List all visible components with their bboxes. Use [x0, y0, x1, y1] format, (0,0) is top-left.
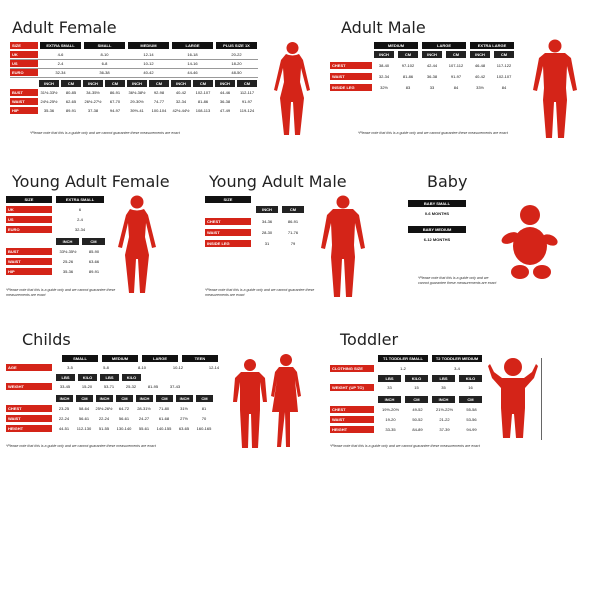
af-size-cell: 14-16 [187, 61, 198, 66]
am-measure-cell: 42-44 [426, 63, 438, 68]
baby-size-small: BABY SMALL [408, 200, 466, 207]
ch-measure-cell: 22-24 [98, 416, 110, 421]
ch-measure-cell: 58-64 [78, 406, 90, 411]
am-unit-cell: INCH [470, 51, 490, 58]
yaf-measure-label: HIP [6, 268, 52, 275]
young-adult-male-figure [318, 193, 368, 301]
ch-weight-unit: KILO [78, 374, 97, 381]
af-unit-cell: CM [105, 80, 125, 87]
af-measure-label: WAIST [10, 98, 38, 105]
young-adult-female-note: *Please note that this is a guide only and we cannot guarantee these measurements are exact [6, 288, 116, 297]
yaf-measure-label: WAIST [6, 258, 52, 265]
td-weight-unit: KILO [405, 375, 428, 382]
ch-measure-cell: 25½-26½ [95, 406, 113, 411]
am-unit-cell: INCH [374, 51, 394, 58]
af-measure-cell: 67-70 [109, 99, 121, 104]
yaf-measure-label: BUST [6, 248, 52, 255]
td-measure-cell: 21-22 [439, 417, 450, 422]
ch-measure-cell: 24-27 [138, 416, 150, 421]
ch-unit-cell: INCH [96, 395, 113, 402]
yaf-size-cell: 32-34 [74, 227, 86, 232]
male-silhouette-icon [318, 193, 368, 301]
af-measure-cell: 108-113 [195, 108, 211, 113]
td-measure-cell: 37-39 [439, 427, 450, 432]
af-measure-cell: 24½-25½ [40, 99, 58, 104]
adult-female-title: Adult Female [12, 18, 117, 37]
am-measure-cell: 40-42 [474, 74, 486, 79]
yaf-measure-cell: 33½-35½ [59, 249, 77, 254]
af-measure-cell: 81-86 [197, 99, 209, 104]
td-measure-cell: 33-35 [385, 427, 396, 432]
young-adult-female-title: Young Adult Female [12, 172, 170, 191]
af-measure-cell: 32-34 [175, 99, 187, 104]
yaf-size-label: EURO [6, 226, 52, 233]
am-unit-cell: CM [494, 51, 514, 58]
af-measure-cell: 31½-33½ [40, 90, 58, 95]
af-row-divider [10, 77, 258, 78]
yaf-size-cell: 6 [78, 207, 82, 212]
af-header-cell: LARGE [172, 42, 213, 49]
af-size-cell: 16-18 [187, 52, 198, 57]
yam-measure-label: CHEST [205, 218, 251, 225]
am-measure-cell: 46-48 [474, 63, 486, 68]
ch-measure-cell: 28-31½ [137, 406, 151, 411]
am-measure-cell: 84 [501, 85, 507, 90]
adult-male-title: Adult Male [341, 18, 426, 37]
am-unit-cell: CM [446, 51, 466, 58]
af-measure-cell: 62-65 [65, 99, 77, 104]
adult-male-note: *Please note that this is a guide only and we cannot guarantee these measurements are exact [358, 131, 508, 135]
af-measure-cell: 74-77 [153, 99, 165, 104]
am-measure-cell: 36-38 [426, 74, 438, 79]
yaf-unit-cell: INCH [56, 238, 79, 245]
af-size-cell: 6-8 [101, 61, 108, 66]
ch-weight-cell: 37-43 [169, 384, 181, 389]
af-header-cell: MEDIUM [128, 42, 169, 49]
td-measure-cell: 19½-20½ [382, 407, 399, 412]
ch-age-cell: 10-12 [172, 365, 184, 370]
af-size-cell: 48-50 [231, 70, 242, 75]
td-weight-cell: 35 [441, 385, 446, 390]
ch-unit-cell: CM [156, 395, 173, 402]
yaf-size-label: US [6, 216, 52, 223]
td-unit-cell: INCH [378, 396, 401, 403]
td-clothing-cell: 3-4 [454, 366, 460, 371]
af-measure-cell: 100-104 [151, 108, 167, 113]
af-measure-cell: 40-42 [175, 90, 187, 95]
af-unit-cell: CM [61, 80, 81, 87]
am-unit-cell: CM [398, 51, 418, 58]
af-unit-cell: INCH [215, 80, 235, 87]
ch-measure-label: HEIGHT [6, 425, 52, 432]
ch-header-cell: MEDIUM [102, 355, 138, 362]
af-measure-cell: 91-97 [241, 99, 253, 104]
af-size-cell: 32-34 [55, 70, 66, 75]
af-unit-cell: INCH [171, 80, 191, 87]
ch-weight-unit: KILO [122, 374, 141, 381]
af-unit-cell: CM [237, 80, 257, 87]
af-measure-cell: 80-85 [65, 90, 77, 95]
af-unit-cell: CM [149, 80, 169, 87]
yaf-measure-cell: 35-36 [62, 269, 74, 274]
ch-measure-cell: 56-61 [118, 416, 130, 421]
ch-weight-label: WEIGHT [6, 383, 52, 390]
yaf-measure-cell: 89-91 [88, 269, 100, 274]
af-unit-cell: INCH [127, 80, 147, 87]
am-measure-cell: 117-122 [496, 63, 512, 68]
ch-weight-cell: 81-95 [147, 384, 159, 389]
yam-measure-cell: 79 [290, 241, 296, 246]
ch-measure-cell: 27½ [180, 416, 188, 421]
female-silhouette-icon [112, 193, 162, 298]
af-measure-cell: 42½-44½ [172, 108, 190, 113]
am-measure-cell: 33½ [476, 85, 484, 90]
am-header-cell: EXTRA LARGE [470, 42, 514, 49]
am-measure-cell: 97-102 [401, 63, 415, 68]
am-measure-cell: 38-40 [378, 63, 390, 68]
yam-measure-cell: 86-91 [287, 219, 299, 224]
ch-age-cell: 3-5 [67, 365, 73, 370]
toddler-figure [488, 356, 538, 441]
yam-measure-cell: 34-36 [261, 219, 273, 224]
baby-silhouette-icon [500, 202, 560, 282]
am-measure-cell: 32-34 [378, 74, 390, 79]
childs-title: Childs [22, 330, 71, 349]
yam-unit-cell: CM [282, 206, 304, 213]
af-measure-cell: 44-46 [219, 90, 231, 95]
td-clothing-cell: 1-2 [400, 366, 406, 371]
af-size-label: US [10, 60, 38, 67]
yaf-measure-cell: 63-66 [88, 259, 100, 264]
baby-note: *Please note that this is a guide only and we cannot guarantee these measurements are exact [418, 276, 497, 285]
ch-measure-cell: 112-130 [76, 426, 92, 431]
am-measure-cell: 33 [429, 85, 435, 90]
ch-age-cell: 12-14 [208, 365, 220, 370]
af-size-cell: 44-46 [187, 70, 198, 75]
ch-measure-label: CHEST [6, 405, 52, 412]
td-measure-cell: 50-52 [412, 417, 423, 422]
td-unit-cell: CM [405, 396, 428, 403]
girl-figure [268, 352, 304, 450]
td-measure-cell: 94-99 [466, 427, 477, 432]
td-weight-label: WEIGHT (UP TO) [330, 384, 374, 391]
adult-male-figure [530, 38, 580, 140]
baby-size-medium: BABY MEDIUM [408, 226, 466, 233]
ch-weight-unit: LBS [56, 374, 75, 381]
af-measure-cell: 47-49 [219, 108, 231, 113]
td-weight-unit: LBS [432, 375, 455, 382]
ch-measure-cell: 22-24 [58, 416, 70, 421]
af-size-cell: 8-10 [100, 52, 109, 57]
adult-female-note: *Please note that this is a guide only and we cannot guarantee these measurements are exact [30, 131, 180, 135]
ch-unit-cell: CM [196, 395, 213, 402]
af-measure-cell: 89-91 [65, 108, 77, 113]
ch-unit-cell: CM [116, 395, 133, 402]
af-unit-cell: INCH [83, 80, 103, 87]
adult-female-figure [270, 40, 315, 140]
ch-measure-cell: 81 [201, 406, 207, 411]
ch-unit-cell: INCH [56, 395, 73, 402]
boy-silhouette-icon [232, 358, 268, 450]
young-adult-female-figure [112, 193, 162, 298]
childs-note: *Please note that this is a guide only and we cannot guarantee these measurements are exact [6, 444, 156, 448]
af-header-cell: SIZE [10, 42, 38, 49]
ch-weight-cell: 15-20 [81, 384, 93, 389]
af-size-cell: 12-14 [143, 52, 154, 57]
ch-measure-cell: 160-165 [196, 426, 212, 431]
yam-measure-label: WAIST [205, 229, 251, 236]
af-measure-cell: 92-98 [153, 90, 165, 95]
am-measure-label: WAIST [330, 73, 372, 80]
af-size-cell: 40-42 [143, 70, 154, 75]
am-measure-cell: 32½ [380, 85, 388, 90]
ch-age-cell: 5-8 [103, 365, 109, 370]
yam-unit-cell: INCH [256, 206, 278, 213]
ch-measure-cell: 56-61 [78, 416, 90, 421]
td-weight-cell: 33 [387, 385, 392, 390]
af-measure-cell: 35-36 [43, 108, 55, 113]
am-measure-cell: 102-107 [496, 74, 512, 79]
ch-unit-cell: INCH [176, 395, 193, 402]
ch-measure-cell: 31½ [180, 406, 188, 411]
af-measure-cell: 37-38 [87, 108, 99, 113]
td-measure-cell: 19-20 [385, 417, 396, 422]
ch-measure-label: WAIST [6, 415, 52, 422]
yam-measure-label: INSIDE LEG [205, 240, 251, 247]
am-measure-cell: 107-112 [448, 63, 464, 68]
yaf-measure-cell: 85-90 [88, 249, 100, 254]
ch-unit-cell: CM [76, 395, 93, 402]
yam-header-cell: SIZE [205, 196, 251, 203]
td-header-cell: T1 TODDLER SMALL [378, 355, 428, 362]
af-measure-cell: 26½-27½ [84, 99, 102, 104]
ch-measure-cell: 51-55 [98, 426, 110, 431]
toddler-note: *Please note that this is a guide only and we cannot guarantee these measurements are exact [330, 444, 480, 448]
af-measure-cell: 36-38 [219, 99, 231, 104]
af-size-cell: 2-4 [57, 61, 64, 66]
female-silhouette-icon [270, 40, 315, 140]
ch-measure-cell: 130-140 [116, 426, 132, 431]
td-measure-cell: 53-56 [466, 417, 477, 422]
af-header-cell: EXTRA SMALL [40, 42, 81, 49]
male-silhouette-icon [530, 38, 580, 140]
af-size-cell: 36-38 [99, 70, 110, 75]
td-header-cell: T2 TODDLER MEDIUM [432, 355, 482, 362]
baby-size-medium-range: 6-12 MONTHS [423, 237, 451, 242]
yaf-size-cell: 2-4 [77, 217, 83, 222]
td-measure-cell: 49-52 [412, 407, 423, 412]
am-header-cell: MEDIUM [374, 42, 418, 49]
td-unit-cell: INCH [432, 396, 455, 403]
am-measure-cell: 91-97 [450, 74, 462, 79]
am-header-cell: LARGE [422, 42, 466, 49]
af-measure-cell: 39½-41 [130, 108, 144, 113]
af-measure-cell: 94-97 [109, 108, 121, 113]
af-size-label: EURO [10, 69, 38, 76]
ch-age-label: AGE [6, 364, 52, 371]
af-size-cell: 10-12 [143, 61, 154, 66]
girl-silhouette-icon [268, 352, 304, 450]
ch-header-cell: TEEN [182, 355, 218, 362]
td-measure-label: HEIGHT [330, 426, 374, 433]
yaf-header-cell: EXTRA SMALL [56, 196, 104, 203]
ch-measure-cell: 61-68 [158, 416, 170, 421]
td-measure-cell: 55-58 [466, 407, 477, 412]
young-adult-male-title: Young Adult Male [209, 172, 347, 191]
af-measure-cell: 29-30½ [130, 99, 144, 104]
am-measure-cell: 81-86 [402, 74, 414, 79]
am-measure-label: INSIDE LEG [330, 84, 372, 91]
af-measure-cell: 86-91 [109, 90, 121, 95]
td-weight-cell: 15 [414, 385, 419, 390]
baby-title: Baby [427, 172, 468, 191]
td-measure-cell: 21½-22½ [436, 407, 453, 412]
td-weight-unit: LBS [378, 375, 401, 382]
af-measure-cell: 36½-38½ [128, 90, 146, 95]
af-size-cell: 20-22 [231, 52, 242, 57]
ch-header-cell: SMALL [62, 355, 98, 362]
ch-weight-cell: 53-71 [103, 384, 115, 389]
af-measure-label: HIP [10, 107, 38, 114]
am-measure-cell: 84 [453, 85, 459, 90]
ch-unit-cell: INCH [136, 395, 153, 402]
td-clothing-label: CLOTHING SIZE [330, 365, 374, 372]
ch-weight-unit: LBS [100, 374, 119, 381]
am-unit-cell: INCH [422, 51, 442, 58]
yam-measure-cell: 31 [264, 241, 270, 246]
af-header-cell: PLUS SIZE 1X [216, 42, 257, 49]
yaf-measure-cell: 25-26 [62, 259, 74, 264]
ch-weight-cell: 25-32 [125, 384, 137, 389]
af-size-cell: 18-20 [231, 61, 242, 66]
ch-measure-cell: 63-65 [178, 426, 190, 431]
yaf-size-label: UK [6, 206, 52, 213]
ch-measure-cell: 55-61 [138, 426, 150, 431]
af-measure-cell: 102-107 [195, 90, 211, 95]
af-measure-cell: 34-35½ [86, 90, 100, 95]
af-header-cell: SMALL [84, 42, 125, 49]
yaf-header-cell: SIZE [6, 196, 52, 203]
af-size-label: UK [10, 51, 38, 58]
td-weight-cell: 16 [468, 385, 473, 390]
baby-figure [500, 202, 560, 282]
ch-header-cell: LARGE [142, 355, 178, 362]
toddler-silhouette-icon [488, 356, 538, 441]
height-ruler [541, 358, 542, 440]
ch-measure-cell: 140-155 [156, 426, 172, 431]
yam-measure-cell: 28-30 [261, 230, 273, 235]
af-unit-cell: CM [193, 80, 213, 87]
boy-figure [232, 358, 268, 450]
td-measure-label: CHEST [330, 406, 374, 413]
ch-weight-cell: 33-45 [59, 384, 71, 389]
ch-measure-cell: 71-80 [158, 406, 170, 411]
am-measure-label: CHEST [330, 62, 372, 69]
td-measure-cell: 84-89 [412, 427, 423, 432]
ch-measure-cell: 44-51 [58, 426, 70, 431]
td-unit-cell: CM [459, 396, 482, 403]
yaf-unit-cell: CM [82, 238, 105, 245]
td-measure-label: WAIST [330, 416, 374, 423]
af-measure-label: BUST [10, 89, 38, 96]
yam-measure-cell: 71-76 [287, 230, 299, 235]
af-measure-cell: 119-124 [239, 108, 255, 113]
young-adult-male-note: *Please note that this is a guide only and we cannot guarantee these measurements are exact [205, 288, 315, 297]
am-measure-cell: 83 [405, 85, 411, 90]
af-size-cell: 4-6 [57, 52, 64, 57]
toddler-title: Toddler [340, 330, 399, 349]
af-unit-cell: INCH [39, 80, 59, 87]
ch-measure-cell: 64-72 [118, 406, 130, 411]
ch-measure-cell: 70 [201, 416, 207, 421]
ch-age-cell: 8-10 [137, 365, 146, 370]
af-measure-cell: 112-117 [239, 90, 255, 95]
baby-size-small-range: 0-6 MONTHS [424, 211, 450, 216]
td-weight-unit: KILO [459, 375, 482, 382]
ch-measure-cell: 23-25 [58, 406, 70, 411]
